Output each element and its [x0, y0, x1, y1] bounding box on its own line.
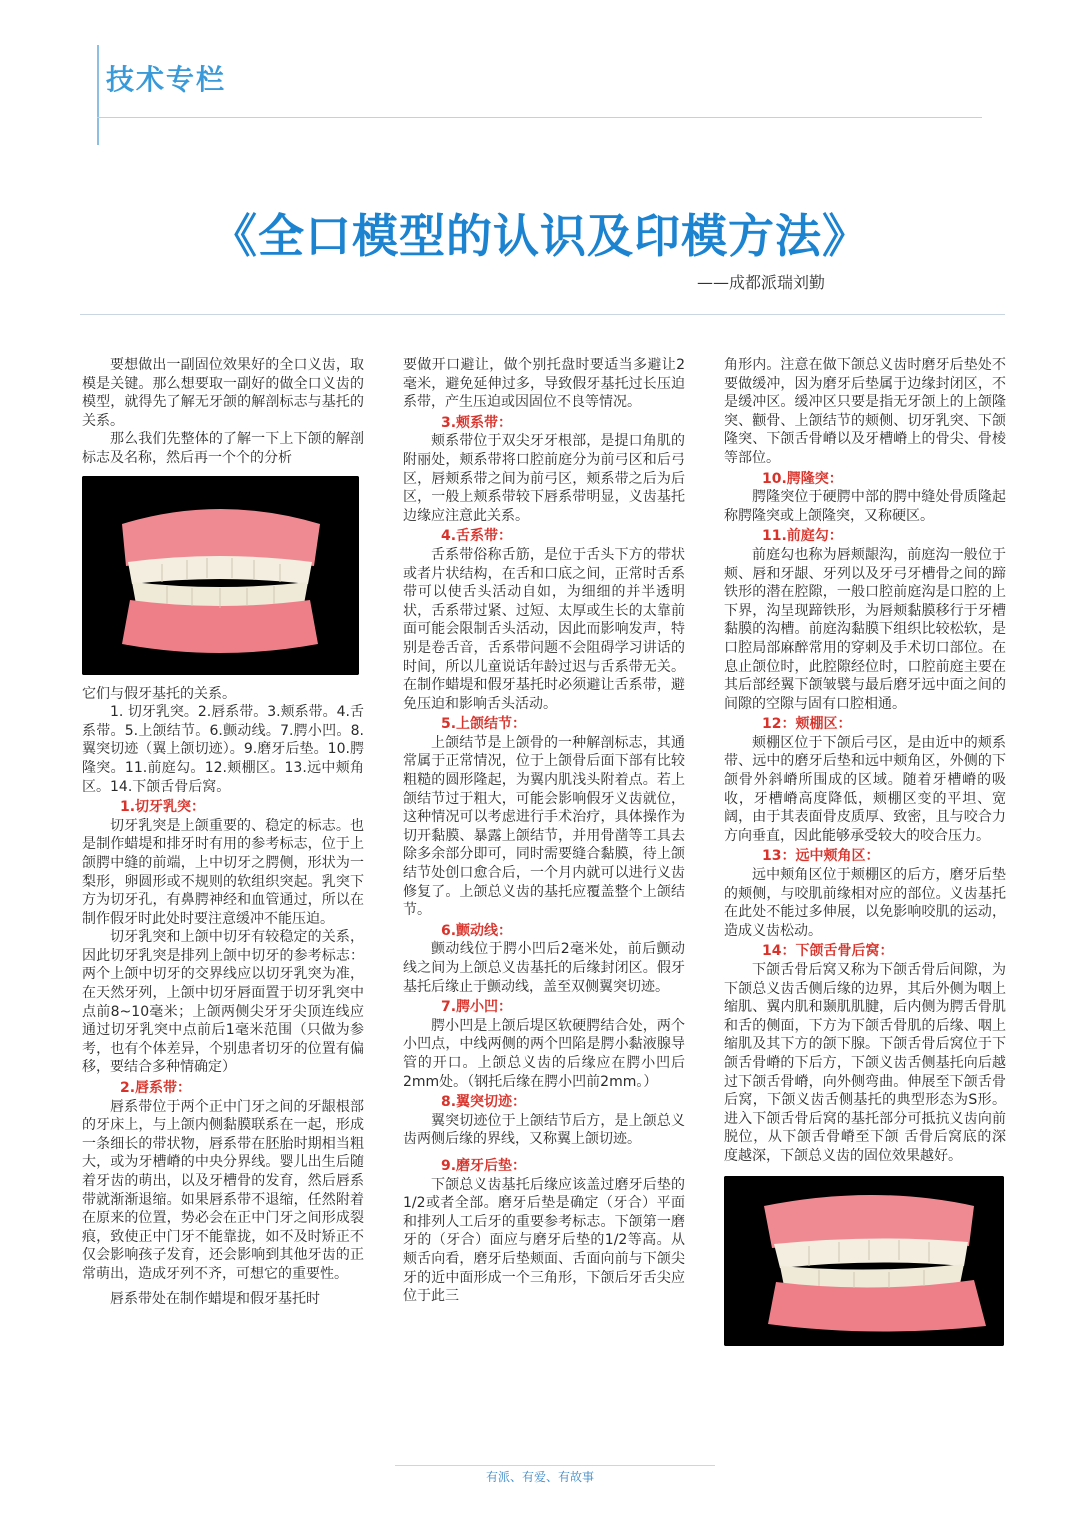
- footer-divider: [395, 1465, 715, 1466]
- paragraph: 翼突切迹位于上颌结节后方，是上颌总义齿两侧后缘的界线，又称翼上颌切迹。: [403, 1112, 685, 1148]
- section-heading: 7.腭小凹：: [441, 999, 513, 1016]
- section-heading: 13：远中颊角区：: [762, 848, 880, 865]
- section-heading: 12：颊棚区：: [762, 716, 852, 733]
- section-heading: 8.翼突切迹：: [441, 1094, 527, 1111]
- paragraph: 腭小凹是上颌后堤区软硬腭结合处，两个小凹点，中线两侧的两个凹陷是腭小黏液腺导管的开口。上颌总义齿的后缘应在腭小凹后2mm处。（钢托后缘在腭小凹前2mm。）: [403, 1017, 685, 1090]
- paragraph: 它们与假牙基托的关系。: [82, 685, 236, 702]
- article-byline: ——成都派瑞刘勤: [696, 273, 825, 292]
- header-horizontal-rule: [97, 117, 982, 118]
- paragraph: 角形内。注意在做下颌总义齿时磨牙后垫处不要做缓冲，因为磨牙后垫属于边缘封闭区，不是缓冲区。缓冲区只要是指无牙颌上的上颌隆突、颧骨、上颌结节的颊侧、切牙乳突、下颌隆突、下颌舌骨嵴以及牙槽嵴上的骨尖、骨棱等部位。: [724, 357, 1006, 466]
- paragraph: 下颌总义齿基托后缘应该盖过磨牙后垫的1/2或者全部。磨牙后垫是确定（牙合）平面和排列人工后牙的重要参考标志。下颌第一磨牙的（牙合）面应与磨牙后垫的1/2等高。从颊舌向看，磨牙后垫颊面、舌面向前与下颌尖牙的近中面形成一个三角形，下颌后牙舌尖应位于此三: [403, 1176, 685, 1305]
- paragraph: 颊系带位于双尖牙牙根部，是提口角肌的附丽处，颊系带将口腔前庭分为前弓区和后弓区，唇颊系带之间为前弓区，颊系带之后为后区，一般上颊系带较下唇系带明显，义齿基托边缘应注意此关系。: [403, 433, 685, 524]
- section-heading: 14：下颌舌骨后窝：: [762, 943, 894, 960]
- paragraph: 要想做出一副固位效果好的全口义齿，取模是关键。那么想要取一副好的做全口义齿的模型，就得先了解无牙颌的解剖标志与基托的关系。: [82, 357, 364, 429]
- title-divider: [80, 314, 1005, 315]
- paragraph: 颊棚区位于下颌后弓区，是由近中的颊系带、远中的磨牙后垫和远中颊角区，外侧的下颌骨外斜嵴所围成的区域。随着牙槽嵴的吸收，牙槽嵴高度降低，颊棚区变的平坦、宽阔，由于其表面骨皮质厚、致密，且与咬合力方向垂直，因此能够承受较大的咬合压力。: [724, 734, 1006, 844]
- paragraph: 要做开口避让，做个别托盘时要适当多避让2毫米，避免延伸过多，导致假牙基托过长压迫系带，产生压迫或因固位不良等情况。: [403, 357, 685, 411]
- paragraph: 颤动线位于腭小凹后2毫米处，前后颤动线之间为上颌总义齿基托的后缘封闭区。假牙基托后缘止于颤动线，盖至双侧翼突切迹。: [403, 941, 685, 995]
- footer-slogan: 有派、有爱、有故事: [485, 1470, 594, 1484]
- paragraph: 切牙乳突和上颌中切牙有较稳定的关系，因此切牙乳突是排列上颌中切牙的参考标志：两个上颌中切牙的交界线应以切牙乳突为准，在天然牙列，上颌中切牙唇面置于切牙乳突中点前8~10毫米；上颌两侧尖牙牙尖顶连线应通过切牙乳突中点前后1毫米范围（只做为参考，也有个体差异，个别患者切牙的位置有偏移，要结合多种情确定）: [82, 929, 364, 1076]
- section-heading: 9.磨牙后垫：: [441, 1157, 527, 1174]
- denture-photo-side: [724, 1176, 1004, 1346]
- section-heading: 3.颊系带：: [441, 414, 513, 431]
- paragraph: 腭隆突位于硬腭中部的腭中缝处骨质隆起称腭隆突或上颌隆突，又称硬区。: [724, 489, 1006, 524]
- column-2: [403, 356, 685, 1306]
- denture-photo-front: [82, 476, 359, 675]
- paragraph: 前庭勾也称为唇颊龈沟，前庭沟一般位于颊、唇和牙龈、牙列以及牙弓牙槽骨之间的蹄铁形的潜在腔隙，一般口腔前庭沟是口腔的上下界，沟呈现蹄铁形，为唇颊黏膜移行于牙槽黏膜的沟槽。前庭沟黏膜下组织比较松软，是口腔局部麻醉常用的穿刺及手术切口部位。在息止颌位时，此腔隙经位时，口腔前庭主要在其后部经翼下颌皱襞与最后磨牙远中面之间的间隙的空隙与固有口腔相通。: [724, 546, 1006, 712]
- section-heading: 10.腭隆突：: [762, 470, 843, 487]
- paragraph: 那么我们先整体的了解一下上下颌的解剖标志及名称，然后再一个个的分析: [82, 431, 364, 466]
- section-heading: 11.前庭勾：: [762, 528, 843, 545]
- paragraph: 上颌结节是上颌骨的一种解剖标志，其通常属于正常情况，位于上颌骨后面下部有比较粗糙的圆形隆起，为翼内肌浅头附着点。若上颌结节过于粗大，可能会影响假牙义齿就位，这种情况可以考虑进行手术治疗，具体操作为切开黏膜、暴露上颌结节，并用骨凿等工具去除多余部分即可，同时需要缝合黏膜，待上颌结节处创口愈合后，一个月内就可以进行义齿修复了。上颌总义齿的基托应覆盖整个上颌结节。: [403, 734, 685, 919]
- paragraph: 切牙乳突是上颌重要的、稳定的标志。也是制作蜡堤和排牙时有用的参考标志，位于上颌腭中缝的前端，上中切牙之腭侧，形状为一梨形，卵圆形或不规则的软组织突起。乳突下方为切牙孔，有鼻腭神经和血管通过，所以在制作假牙时此处时要注意缓冲不能压迫。: [82, 817, 364, 927]
- section-heading: 4.舌系带：: [441, 528, 513, 545]
- column-3: [724, 356, 1006, 1346]
- paragraph: 远中颊角区位于颊棚区的后方，磨牙后垫的颊侧，与咬肌前缘相对应的部位。义齿基托在此处不能过多伸展，以免影响咬肌的运动，造成义齿松动。: [724, 867, 1006, 939]
- section-label: 技术专栏: [106, 63, 227, 96]
- header-vertical-rule: [97, 45, 99, 145]
- section-heading: 5.上颌结节：: [441, 716, 527, 733]
- section-heading: 2.唇系带：: [120, 1080, 192, 1097]
- section-heading: 1.切牙乳突：: [120, 799, 206, 816]
- section-heading: 6.颤动线：: [441, 922, 513, 939]
- paragraph: 下颌舌骨后窝又称为下颌舌骨后间隙，为下颌总义齿舌侧后缘的边界，其后外侧为咽上缩肌、翼内肌和颞肌肌腱，后内侧为腭舌骨肌和舌的侧面，下方为下颌舌骨肌的后缘、咽上缩肌及其下方的颌下腺。下颌舌骨后窝位于下颌舌骨嵴的下后方，下颌义齿舌侧基托向后越过下颌舌骨嵴，向外侧弯曲。伸展至下颌舌骨后窝，下颌义齿舌侧基托的典型形态为S形。进入下颌舌骨后窝的基托部分可抵抗义齿向前脱位，从下颌舌骨嵴至下颌 舌骨后窝底的深度越深，下颌总义齿的固位效果越好。: [724, 962, 1006, 1164]
- article-title: 《全口模型的认识及印模方法》: [211, 209, 869, 263]
- paragraph: 舌系带俗称舌筋，是位于舌头下方的带状或者片状结构，在舌和口底之间，正常时舌系带可以使舌头活动自如，为细细的并半透明状，舌系带过紧、过短、太厚或生长的太靠前面可能会限制舌头活动，因此而影响发声，特别是卷舌音，舌系带问题不会阻碍学习讲话的时间，所以儿童说话年龄过迟与舌系带无关。在制作蜡堤和假牙基托时必须避让舌系带，避免压迫和影响舌头活动。: [403, 546, 685, 712]
- column-1: [82, 356, 364, 1308]
- paragraph: 唇系带位于两个正中门牙之间的牙龈根部的牙床上，与上颌内侧黏膜联系在一起，形成一条细长的带状物，唇系带在胚胎时期相当粗大，或为牙槽嵴的中央分界线。婴儿出生后随着牙齿的萌出，以及牙槽骨的发育，然后唇系带就渐渐退缩。如果唇系带不退缩，任然附着在原来的位置，势必会在正中门牙之间形成裂痕，致使正中门牙不能靠拢，如不及时矫正不仅会影响孩子发育，还会影响到其他牙齿的正常萌出，造成牙列不齐，可想它的重要性。: [82, 1098, 364, 1282]
- paragraph: 唇系带处在制作蜡堤和假牙基托时: [110, 1290, 320, 1307]
- paragraph: 1. 切牙乳突。2.唇系带。3.颊系带。4.舌系带。5.上颌结节。6.颤动线。7.腭小凹。8.翼突切迹（翼上颌切迹）。9.磨牙后垫。10.腭隆突。11.前庭勾。12.颊棚区。13.远中颊角区。14.下颌舌骨后窝。: [82, 704, 364, 795]
